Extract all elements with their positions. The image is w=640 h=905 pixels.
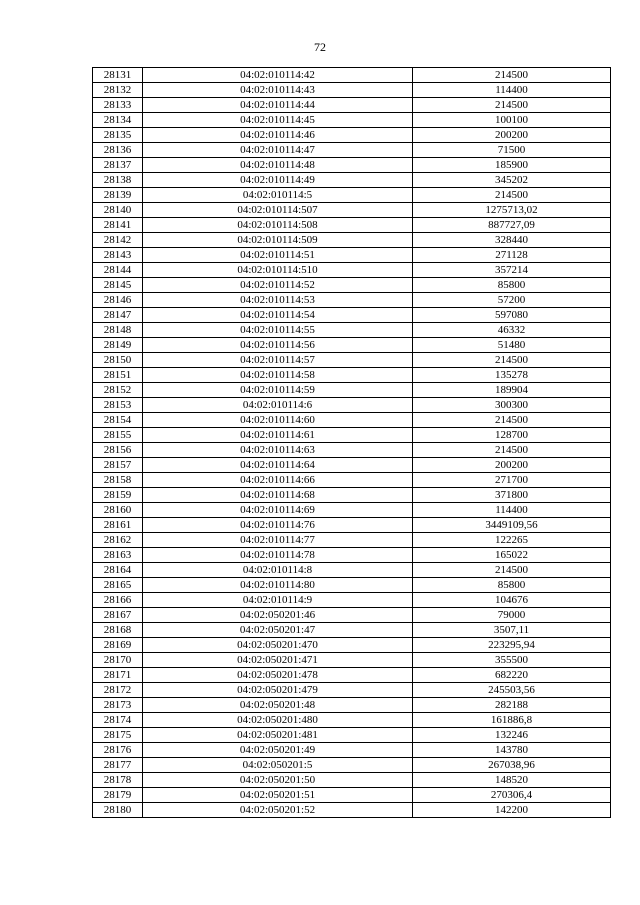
cadastral-value-cell: 214500 (413, 188, 611, 203)
cadastral-value-cell: 132246 (413, 728, 611, 743)
cadastral-number-cell: 04:02:010114:61 (143, 428, 413, 443)
cadastral-value-cell: 1275713,02 (413, 203, 611, 218)
cadastral-number-cell: 04:02:010114:8 (143, 563, 413, 578)
row-number-cell: 28135 (93, 128, 143, 143)
cadastral-value-cell: 214500 (413, 68, 611, 83)
cadastral-value-cell: 887727,09 (413, 218, 611, 233)
cadastral-number-cell: 04:02:010114:80 (143, 578, 413, 593)
row-number-cell: 28163 (93, 548, 143, 563)
table-row (93, 488, 611, 503)
cadastral-value-cell: 57200 (413, 293, 611, 308)
table-row (93, 218, 611, 233)
cadastral-number-cell: 04:02:010114:55 (143, 323, 413, 338)
cadastral-number-cell: 04:02:050201:51 (143, 788, 413, 803)
cadastral-value-cell: 270306,4 (413, 788, 611, 803)
row-number-cell: 28171 (93, 668, 143, 683)
row-number-cell: 28133 (93, 98, 143, 113)
table-row (93, 803, 611, 818)
row-number-cell: 28144 (93, 263, 143, 278)
row-number-cell: 28156 (93, 443, 143, 458)
cadastral-number-cell: 04:02:050201:471 (143, 653, 413, 668)
row-number-cell: 28179 (93, 788, 143, 803)
table-row (93, 683, 611, 698)
table-row (93, 668, 611, 683)
row-number-cell: 28168 (93, 623, 143, 638)
cadastral-number-cell: 04:02:050201:480 (143, 713, 413, 728)
cadastral-value-cell: 161886,8 (413, 713, 611, 728)
row-number-cell: 28160 (93, 503, 143, 518)
table-row (93, 203, 611, 218)
row-number-cell: 28136 (93, 143, 143, 158)
row-number-cell: 28162 (93, 533, 143, 548)
cadastral-number-cell: 04:02:010114:68 (143, 488, 413, 503)
cadastral-number-cell: 04:02:010114:5 (143, 188, 413, 203)
cadastral-number-cell: 04:02:010114:508 (143, 218, 413, 233)
cadastral-value-cell: 682220 (413, 668, 611, 683)
row-number-cell: 28142 (93, 233, 143, 248)
cadastral-number-cell: 04:02:010114:60 (143, 413, 413, 428)
cadastral-value-cell: 135278 (413, 368, 611, 383)
row-number-cell: 28134 (93, 113, 143, 128)
cadastral-number-cell: 04:02:010114:66 (143, 473, 413, 488)
cadastral-value-cell: 143780 (413, 743, 611, 758)
cadastral-number-cell: 04:02:010114:64 (143, 458, 413, 473)
row-number-cell: 28176 (93, 743, 143, 758)
cadastral-number-cell: 04:02:010114:54 (143, 308, 413, 323)
cadastral-number-cell: 04:02:010114:57 (143, 353, 413, 368)
row-number-cell: 28161 (93, 518, 143, 533)
cadastral-value-cell: 200200 (413, 458, 611, 473)
row-number-cell: 28157 (93, 458, 143, 473)
cadastral-number-cell: 04:02:050201:46 (143, 608, 413, 623)
cadastral-number-cell: 04:02:050201:5 (143, 758, 413, 773)
table-row (93, 518, 611, 533)
table-row (93, 323, 611, 338)
cadastral-value-cell: 214500 (413, 98, 611, 113)
row-number-cell: 28174 (93, 713, 143, 728)
cadastral-number-cell: 04:02:010114:69 (143, 503, 413, 518)
table-row (93, 68, 611, 83)
table-row (93, 188, 611, 203)
table-row (93, 98, 611, 113)
table-row (93, 263, 611, 278)
cadastral-value-cell: 282188 (413, 698, 611, 713)
table-row (93, 443, 611, 458)
cadastral-number-cell: 04:02:050201:478 (143, 668, 413, 683)
row-number-cell: 28164 (93, 563, 143, 578)
table-row (93, 638, 611, 653)
table-row (93, 758, 611, 773)
table-row (93, 623, 611, 638)
cadastral-value-cell: 142200 (413, 803, 611, 818)
row-number-cell: 28151 (93, 368, 143, 383)
cadastral-value-cell: 267038,96 (413, 758, 611, 773)
row-number-cell: 28147 (93, 308, 143, 323)
cadastral-number-cell: 04:02:010114:56 (143, 338, 413, 353)
row-number-cell: 28180 (93, 803, 143, 818)
row-number-cell: 28155 (93, 428, 143, 443)
table-row (93, 353, 611, 368)
cadastral-value-cell: 79000 (413, 608, 611, 623)
cadastral-number-cell: 04:02:010114:46 (143, 128, 413, 143)
table-row (93, 293, 611, 308)
cadastral-value-cell: 148520 (413, 773, 611, 788)
cadastral-number-cell: 04:02:010114:509 (143, 233, 413, 248)
table-row (93, 608, 611, 623)
table-row (93, 173, 611, 188)
cadastral-value-cell: 71500 (413, 143, 611, 158)
cadastral-number-cell: 04:02:010114:6 (143, 398, 413, 413)
cadastral-value-cell: 245503,56 (413, 683, 611, 698)
cadastral-value-cell: 189904 (413, 383, 611, 398)
cadastral-value-table (92, 67, 611, 818)
row-number-cell: 28141 (93, 218, 143, 233)
table-row (93, 413, 611, 428)
cadastral-value-cell: 223295,94 (413, 638, 611, 653)
cadastral-value-cell: 271700 (413, 473, 611, 488)
cadastral-number-cell: 04:02:010114:507 (143, 203, 413, 218)
cadastral-number-cell: 04:02:050201:52 (143, 803, 413, 818)
table-row (93, 563, 611, 578)
table-row (93, 233, 611, 248)
cadastral-value-cell: 85800 (413, 578, 611, 593)
table-row (93, 473, 611, 488)
cadastral-value-cell: 357214 (413, 263, 611, 278)
table-row (93, 548, 611, 563)
table-row (93, 308, 611, 323)
cadastral-number-cell: 04:02:050201:470 (143, 638, 413, 653)
cadastral-number-cell: 04:02:050201:481 (143, 728, 413, 743)
row-number-cell: 28158 (93, 473, 143, 488)
row-number-cell: 28170 (93, 653, 143, 668)
cadastral-value-cell: 271128 (413, 248, 611, 263)
row-number-cell: 28131 (93, 68, 143, 83)
table-row (93, 788, 611, 803)
cadastral-number-cell: 04:02:010114:510 (143, 263, 413, 278)
table-row (93, 743, 611, 758)
cadastral-number-cell: 04:02:010114:76 (143, 518, 413, 533)
table-row (93, 383, 611, 398)
table-row (93, 398, 611, 413)
cadastral-value-cell: 3507,11 (413, 623, 611, 638)
cadastral-number-cell: 04:02:010114:53 (143, 293, 413, 308)
cadastral-number-cell: 04:02:010114:49 (143, 173, 413, 188)
table-row (93, 593, 611, 608)
cadastral-number-cell: 04:02:010114:48 (143, 158, 413, 173)
row-number-cell: 28172 (93, 683, 143, 698)
cadastral-value-cell: 214500 (413, 353, 611, 368)
row-number-cell: 28139 (93, 188, 143, 203)
cadastral-number-cell: 04:02:010114:78 (143, 548, 413, 563)
cadastral-value-cell: 355500 (413, 653, 611, 668)
cadastral-value-cell: 85800 (413, 278, 611, 293)
cadastral-value-cell: 214500 (413, 443, 611, 458)
cadastral-number-cell: 04:02:010114:43 (143, 83, 413, 98)
cadastral-value-cell: 200200 (413, 128, 611, 143)
table-row (93, 278, 611, 293)
row-number-cell: 28143 (93, 248, 143, 263)
row-number-cell: 28138 (93, 173, 143, 188)
row-number-cell: 28137 (93, 158, 143, 173)
cadastral-number-cell: 04:02:010114:63 (143, 443, 413, 458)
table-row (93, 158, 611, 173)
cadastral-value-cell: 345202 (413, 173, 611, 188)
row-number-cell: 28175 (93, 728, 143, 743)
cadastral-value-cell: 46332 (413, 323, 611, 338)
cadastral-value-cell: 214500 (413, 413, 611, 428)
table-row (93, 143, 611, 158)
table-row (93, 698, 611, 713)
cadastral-number-cell: 04:02:010114:9 (143, 593, 413, 608)
cadastral-value-cell: 104676 (413, 593, 611, 608)
row-number-cell: 28145 (93, 278, 143, 293)
cadastral-value-cell: 328440 (413, 233, 611, 248)
row-number-cell: 28166 (93, 593, 143, 608)
cadastral-value-cell: 114400 (413, 503, 611, 518)
row-number-cell: 28140 (93, 203, 143, 218)
cadastral-value-cell: 122265 (413, 533, 611, 548)
cadastral-number-cell: 04:02:010114:59 (143, 383, 413, 398)
table-row (93, 578, 611, 593)
cadastral-number-cell: 04:02:010114:44 (143, 98, 413, 113)
row-number-cell: 28154 (93, 413, 143, 428)
row-number-cell: 28150 (93, 353, 143, 368)
cadastral-value-cell: 371800 (413, 488, 611, 503)
cadastral-number-cell: 04:02:010114:77 (143, 533, 413, 548)
cadastral-value-cell: 597080 (413, 308, 611, 323)
row-number-cell: 28178 (93, 773, 143, 788)
table-row (93, 503, 611, 518)
cadastral-number-cell: 04:02:050201:479 (143, 683, 413, 698)
cadastral-number-cell: 04:02:010114:42 (143, 68, 413, 83)
page-number: 72 (314, 40, 326, 54)
cadastral-value-cell: 165022 (413, 548, 611, 563)
cadastral-number-cell: 04:02:010114:47 (143, 143, 413, 158)
cadastral-value-cell: 51480 (413, 338, 611, 353)
table-row (93, 428, 611, 443)
row-number-cell: 28149 (93, 338, 143, 353)
cadastral-value-cell: 185900 (413, 158, 611, 173)
table-row (93, 653, 611, 668)
cadastral-value-cell: 3449109,56 (413, 518, 611, 533)
cadastral-number-cell: 04:02:010114:58 (143, 368, 413, 383)
row-number-cell: 28177 (93, 758, 143, 773)
row-number-cell: 28132 (93, 83, 143, 98)
table-row (93, 458, 611, 473)
row-number-cell: 28165 (93, 578, 143, 593)
table-row (93, 728, 611, 743)
row-number-cell: 28167 (93, 608, 143, 623)
table-row (93, 113, 611, 128)
table-row (93, 713, 611, 728)
table-row (93, 248, 611, 263)
table-row (93, 773, 611, 788)
table-row (93, 128, 611, 143)
cadastral-value-cell: 300300 (413, 398, 611, 413)
cadastral-number-cell: 04:02:010114:52 (143, 278, 413, 293)
cadastral-number-cell: 04:02:050201:48 (143, 698, 413, 713)
cadastral-value-cell: 114400 (413, 83, 611, 98)
row-number-cell: 28153 (93, 398, 143, 413)
row-number-cell: 28148 (93, 323, 143, 338)
table-body (93, 68, 611, 818)
row-number-cell: 28152 (93, 383, 143, 398)
row-number-cell: 28169 (93, 638, 143, 653)
cadastral-value-cell: 100100 (413, 113, 611, 128)
table-row (93, 533, 611, 548)
table-row (93, 368, 611, 383)
cadastral-number-cell: 04:02:050201:47 (143, 623, 413, 638)
row-number-cell: 28146 (93, 293, 143, 308)
cadastral-number-cell: 04:02:010114:45 (143, 113, 413, 128)
cadastral-value-cell: 214500 (413, 563, 611, 578)
cadastral-number-cell: 04:02:050201:50 (143, 773, 413, 788)
table-row (93, 338, 611, 353)
table-row (93, 83, 611, 98)
row-number-cell: 28173 (93, 698, 143, 713)
cadastral-value-cell: 128700 (413, 428, 611, 443)
row-number-cell: 28159 (93, 488, 143, 503)
cadastral-number-cell: 04:02:050201:49 (143, 743, 413, 758)
cadastral-number-cell: 04:02:010114:51 (143, 248, 413, 263)
